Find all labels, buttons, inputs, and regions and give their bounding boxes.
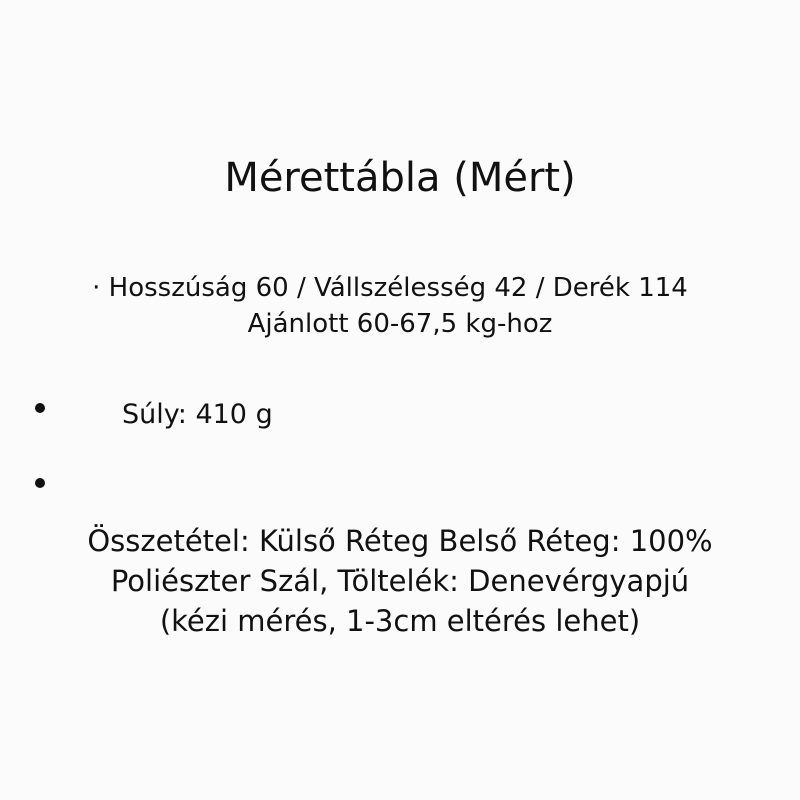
composition-line: Összetétel: Külső Réteg Belső Réteg: 100% (87, 524, 713, 558)
measurements-line: · Hosszúság 60 / Vállszélesség 42 / Derék 114 (92, 273, 688, 303)
composition-block (0, 521, 800, 641)
bullet-dot (35, 403, 45, 413)
weight-text: Súly: 410 g (122, 399, 273, 430)
composition-line: Poliészter Szál, Töltelék: Denevérgyapjú (110, 564, 690, 598)
measurement-note: (kézi mérés, 1-3cm eltérés lehet) (159, 604, 641, 638)
recommended-weight-line: Ajánlott 60-67,5 kg-hoz (247, 309, 553, 339)
page-title: Mérettábla (Mért) (224, 155, 576, 201)
bullet-dot (35, 478, 45, 488)
